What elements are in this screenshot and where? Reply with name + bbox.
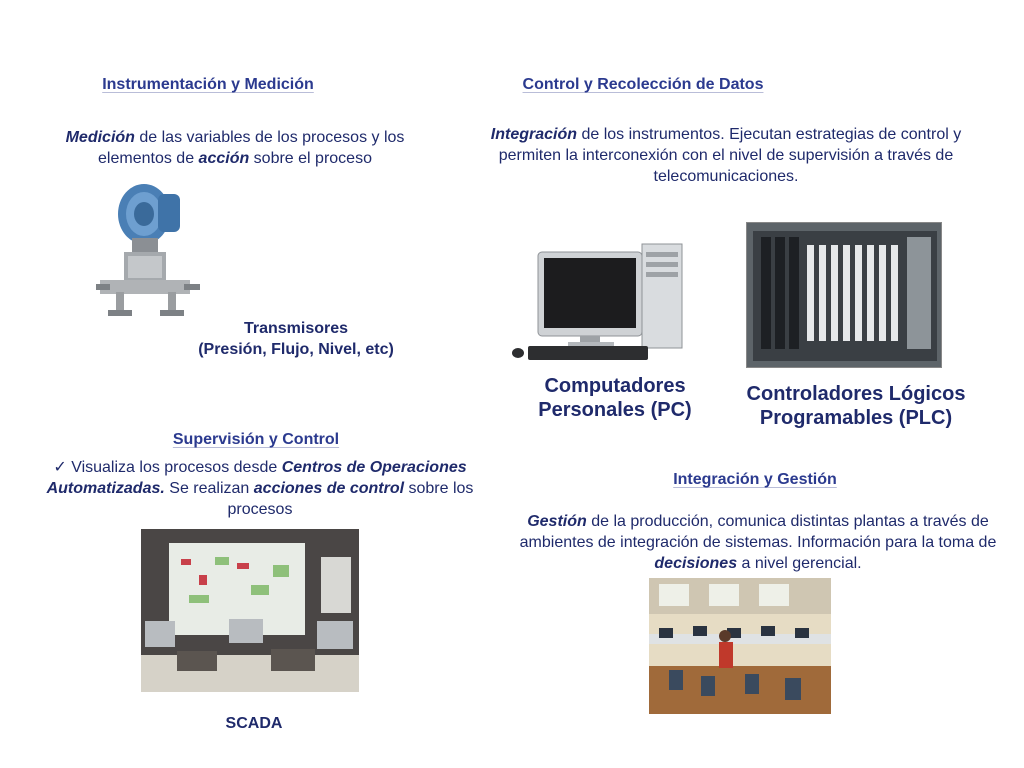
- desc-text: sobre el proceso: [249, 150, 372, 167]
- caption-line: Programables (PLC): [759, 407, 953, 429]
- desc-text: de las variables de los procesos y los elementos de: [98, 129, 405, 167]
- caption-line: Personales (PC): [538, 399, 692, 421]
- office-workers-photo: [649, 578, 831, 714]
- instrumentation-description: [55, 127, 415, 169]
- caption-line: (Presión, Flujo, Nivel, etc): [198, 341, 394, 358]
- scada-caption: SCADA: [225, 715, 283, 732]
- keyword-gestion: Gestión: [527, 513, 587, 530]
- desc-text: a nivel gerencial.: [737, 555, 862, 572]
- personal-computer-image: [510, 240, 690, 368]
- caption-line: Transmisores: [243, 320, 349, 337]
- caption-line: Controladores Lógicos: [746, 383, 966, 405]
- section-title-integration: Integración y Gestión: [673, 471, 837, 488]
- keyword-acciones: acciones de control: [253, 480, 405, 497]
- supervision-description: [28, 457, 492, 520]
- keyword-accion: acción: [198, 150, 250, 167]
- transmitters-caption: [180, 318, 412, 360]
- scada-control-room-photo: [141, 529, 359, 692]
- control-description: [468, 124, 984, 187]
- integration-description: [498, 511, 1018, 574]
- section-title-control: Control y Recolección de Datos: [522, 76, 764, 93]
- keyword-integracion: Integración: [490, 126, 578, 143]
- desc-text: de los instrumentos. Ejecutan estrategias de control y permiten la interconexión con el nivel de supervisión a través de telecomunicaciones.: [498, 126, 962, 185]
- keyword-medicion: Medición: [65, 129, 135, 146]
- plc-caption: [734, 382, 978, 430]
- pressure-transmitter-image: [96, 180, 202, 320]
- desc-text: Se realizan: [164, 480, 254, 497]
- section-title-instrumentation: Instrumentación y Medición: [102, 76, 314, 93]
- caption-line: Computadores: [544, 375, 686, 397]
- keyword-centros: Centros de Operaciones Automatizadas.: [46, 459, 467, 497]
- section-title-supervision: Supervisión y Control: [172, 431, 340, 448]
- keyword-decisiones: decisiones: [654, 555, 738, 572]
- check-icon: ✓: [53, 459, 67, 476]
- desc-text: de la producción, comunica distintas plantas a través de ambientes de integración de sistemas. Información para la toma de: [519, 513, 997, 551]
- desc-text: sobre los procesos: [227, 480, 474, 518]
- pc-caption: [520, 374, 710, 422]
- desc-text: Visualiza los procesos desde: [66, 459, 282, 476]
- plc-photo: [746, 222, 942, 368]
